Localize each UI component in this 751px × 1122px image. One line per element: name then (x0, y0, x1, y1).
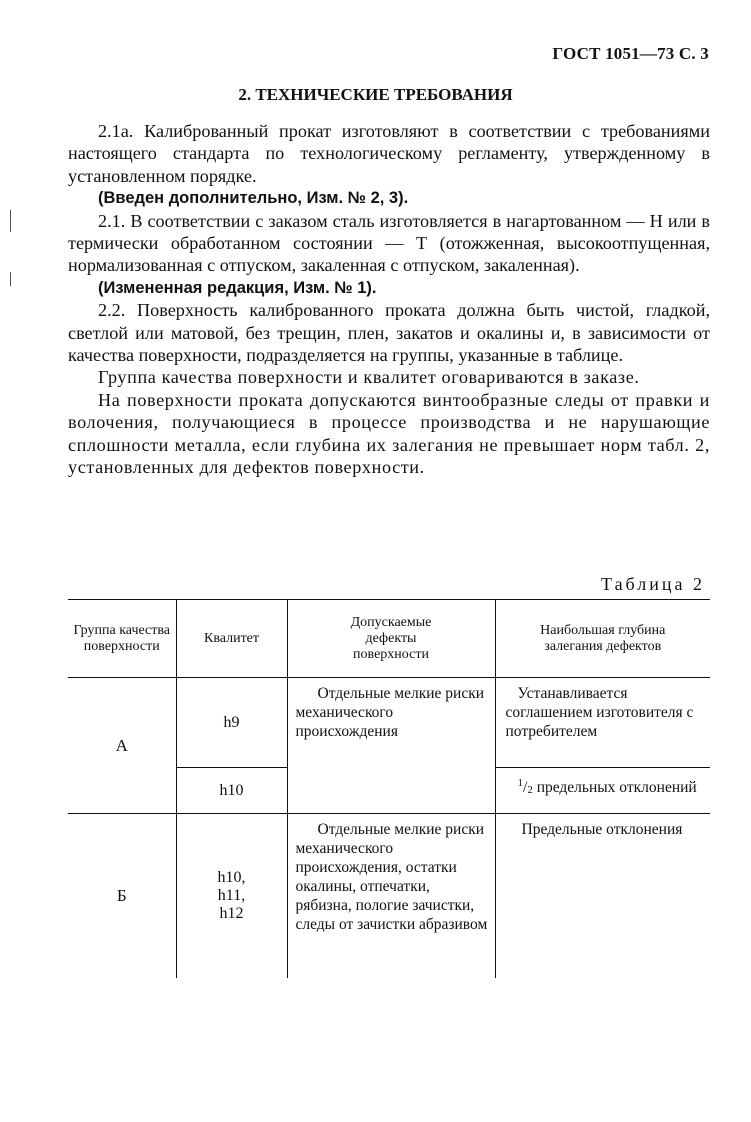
scan-margin-mark (10, 210, 11, 232)
defects-cell: Отдельные мелкие риски механического происхождения, остатки окалины, отпечатки, рябизна, пологие зачистки, следы от зачистки абразивом (287, 814, 495, 978)
paragraph-2-2: 2.2. Поверхность калиброванного проката должна быть чистой, гладкой, светлой или матовой, без трещин, плен, закатов и окалины и, в зависимости от качества поверхности, подразделяется на группы, указанные в таблице. (68, 300, 710, 366)
paragraph-2-1a: 2.1а. Калиброванный прокат изготовляют в соответствии с требованиями настоящего стандарта по технологическому регламенту, утвержденному в установленном порядке. (68, 121, 710, 186)
column-header-qualitet: Квалитет (176, 600, 287, 678)
section-title: 2. ТЕХНИЧЕСКИЕ ТРЕБОВАНИЯ (238, 85, 513, 104)
column-header-depth: Наибольшая глубина залегания дефектов (495, 600, 710, 678)
surface-quality-table (68, 599, 710, 978)
document-reference: ГОСТ 1051—73 С. 3 (552, 44, 709, 63)
paragraph-surface-traces: На поверхности проката допускаются винтообразные следы от правки и волочения, получающиеся в процессе производства и не нарушающие сплошности металла, если глубина их залегания не превышает норм табл. 2, установленных для дефектов поверхности. (68, 389, 710, 478)
group-cell: А (68, 678, 176, 814)
qualitet-cell: h10, h11, h12 (176, 814, 287, 978)
table-row (68, 814, 710, 978)
paragraph-group-note: Группа качества поверхности и квалитет оговариваются в заказе. (98, 367, 640, 388)
depth-cell: $^1/_2$ предельных отклонений (495, 768, 710, 814)
group-cell: Б (68, 814, 176, 978)
column-header-defects: Допускаемые дефекты поверхности (287, 600, 495, 678)
fraction: $^1/_2$ (517, 777, 533, 796)
amendment-note: (Измененная редакция, Изм. № 1). (98, 278, 377, 297)
table-caption: Таблица 2 (601, 574, 705, 594)
qualitet-cell: h9 (176, 678, 287, 768)
table-row (68, 678, 710, 768)
depth-cell: Предельные отклонения (495, 814, 710, 978)
depth-cell: Устанавливается соглашением изготовителя с потребителем (495, 678, 710, 768)
qualitet-cell: h10 (176, 768, 287, 814)
paragraph-2-1: 2.1. В соответствии с заказом сталь изготовляется в нагартованном — Н или в термически обработанном состоянии — Т (отожженная, высокоотпущенная, нормализованная с отпуском, закаленная с отпуском, закаленная). (68, 210, 710, 276)
column-header-group: Группа качества поверхности (68, 600, 176, 678)
scan-margin-mark (10, 272, 11, 286)
defects-cell: Отдельные мелкие риски механического происхождения (287, 678, 495, 814)
body-text (68, 120, 710, 479)
amendment-note: (Введен дополнительно, Изм. № 2, 3). (98, 189, 409, 208)
